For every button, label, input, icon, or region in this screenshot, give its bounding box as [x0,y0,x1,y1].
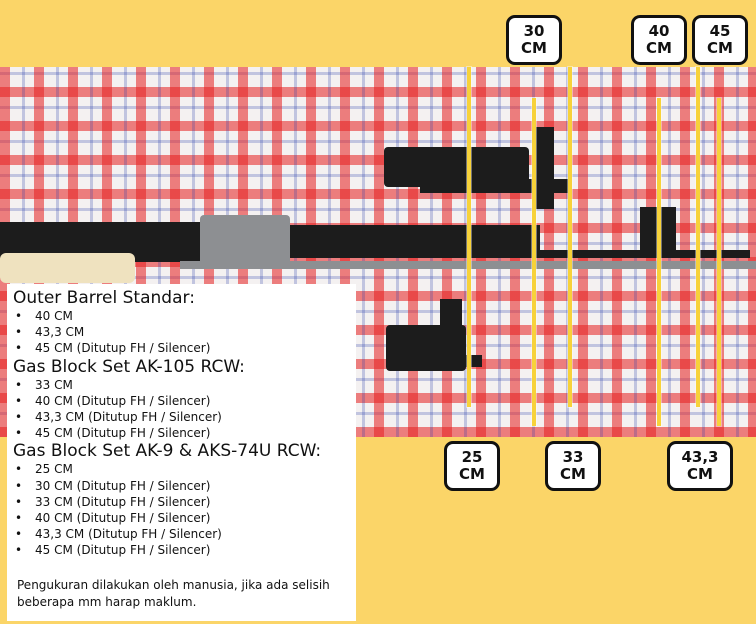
label-43-3-number: 43,3 [681,448,719,466]
marker-line-25 [467,67,471,407]
lower-gas-block-post [440,299,462,371]
label-30-unit: CM [521,39,547,57]
lower-gas-nub [460,355,482,367]
list-item: • 40 CM (Ditutup FH / Silencer) [13,510,356,526]
label-40-number: 40 [648,22,670,40]
label-30-cm [506,15,562,65]
marker-line-33 [568,67,572,407]
list-item: • 40 CM (Ditutup FH / Silencer) [13,393,356,409]
list-item: • 40 CM [13,308,356,324]
label-30-number: 30 [523,22,545,40]
marker-line-43-3 [696,67,700,407]
label-43-3-unit: CM [687,465,713,483]
label-33-unit: CM [560,465,586,483]
list-item: • 43,3 CM (Ditutup FH / Silencer) [13,526,356,542]
marker-line-40 [657,98,661,426]
ak105-list [13,377,356,442]
rifle-stock [0,253,135,283]
info-panel [7,284,356,621]
list-item: • 33 CM (Ditutup FH / Silencer) [13,494,356,510]
outer-barrel-list [13,308,356,357]
rifle-gas-tube [290,250,750,258]
label-25-cm [444,441,500,491]
list-item: • 30 CM (Ditutup FH / Silencer) [13,478,356,494]
list-item: • 43,3 CM (Ditutup FH / Silencer) [13,409,356,425]
section-title-ak9: Gas Block Set AK-9 & AKS-74U RCW: [13,441,322,462]
section-title-ak105: Gas Block Set AK-105 RCW: [13,356,245,377]
label-45-unit: CM [707,39,733,57]
label-45-cm [692,15,748,65]
label-33-cm [545,441,601,491]
label-43-3-cm [667,441,733,491]
label-25-unit: CM [459,465,485,483]
marker-line-45 [717,98,721,426]
label-40-cm [631,15,687,65]
list-item: • 45 CM (Ditutup FH / Silencer) [13,340,356,356]
measurement-note: Pengukuran dilakukan oleh manusia, jika ada selisih beberapa mm harap maklum. [17,577,330,609]
section-title-outer-barrel: Outer Barrel Standar: [13,288,195,308]
label-40-unit: CM [646,39,672,57]
label-45-number: 45 [709,22,731,40]
marker-line-30 [532,98,536,426]
rifle-handguard [290,225,540,251]
rifle-trunnion [200,215,290,265]
list-item: • 33 CM [13,377,356,393]
label-25-number: 25 [461,448,483,466]
list-item: • 25 CM [13,461,356,477]
ak9-list [13,461,356,558]
list-item: • 43,3 CM [13,324,356,340]
list-item: • 45 CM (Ditutup FH / Silencer) [13,425,356,441]
list-item: • 45 CM (Ditutup FH / Silencer) [13,542,356,558]
label-33-number: 33 [562,448,584,466]
